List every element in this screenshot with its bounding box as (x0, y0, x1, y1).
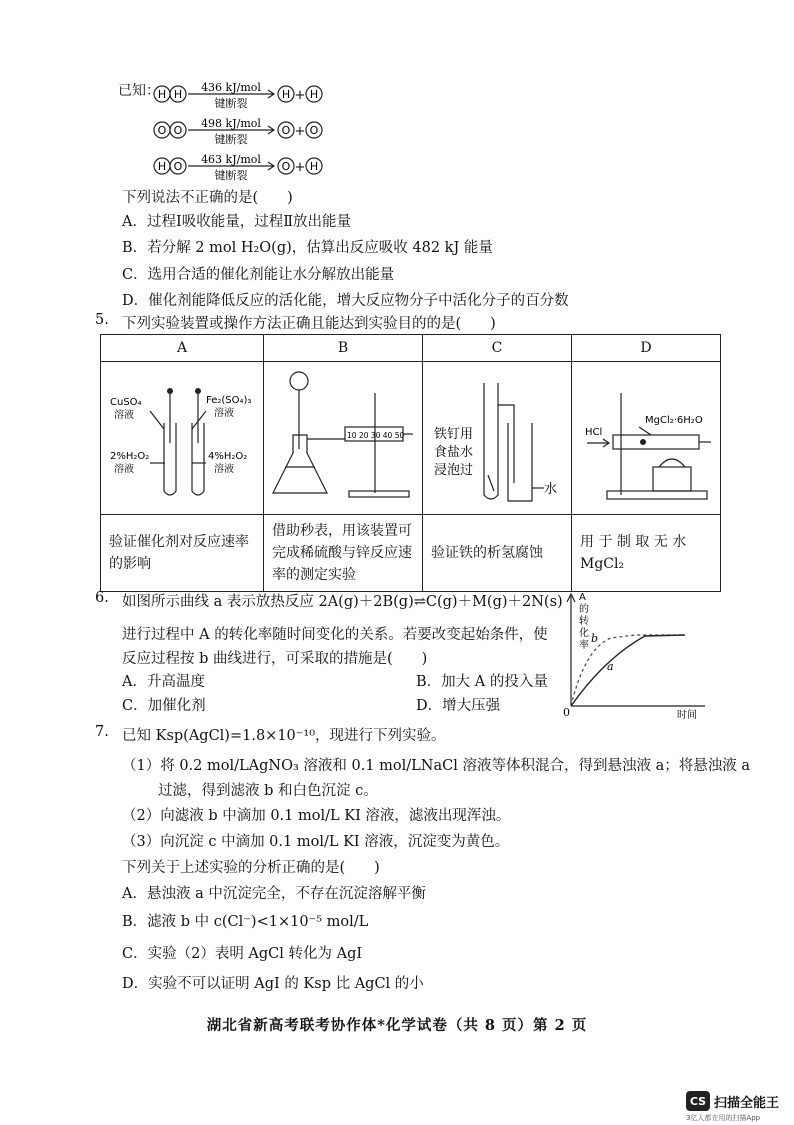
atom-label: H (157, 160, 167, 173)
q7-line-1: 已知 Ksp(AgCl)=1.8×10⁻¹⁰，现进行下列实验。 (122, 728, 446, 744)
apparatus-d (572, 362, 721, 515)
label-cuso4: CuSO₄ (110, 397, 142, 408)
bond-break-note: 键断裂 (214, 169, 248, 182)
q6-number: 6. (95, 590, 109, 606)
known-label: 已知： (118, 83, 160, 99)
label-mgcl2: MgCl₂·6H₂O (645, 415, 703, 426)
curve-b-label: b (591, 632, 599, 645)
q6-line-1: 如图所示曲线 a 表示放热反应 2A(g)＋2B(g)⇌C(g)＋M(g)＋2N(s) (122, 594, 563, 610)
dropper-icon (195, 388, 201, 394)
plus-sign: + (294, 124, 306, 139)
atom-label: O (173, 160, 183, 173)
chart-ylabel-char: 化 (579, 628, 589, 639)
q6-option-a: A．升高温度 (122, 674, 205, 690)
q7-stem: 下列关于上述实验的分析正确的是( ) (122, 860, 380, 876)
q5-desc-a: 验证催化剂对反应速率的影响 (101, 515, 264, 592)
chart-ylabel-char: A (579, 592, 586, 603)
badge-title: 扫描全能王 (714, 1095, 780, 1111)
atom-label: H (157, 88, 167, 101)
q5-table (100, 334, 721, 592)
bond-break-note: 键断裂 (214, 133, 248, 146)
atom-label: O (157, 124, 167, 137)
bond-energy-svg (118, 76, 478, 186)
chart-origin: 0 (563, 706, 570, 719)
chart-xlabel: 时间 (677, 710, 697, 720)
q7-option-c: C．实验（2）表明 AgCl 转化为 AgI (122, 946, 363, 962)
q5-desc-b: 借助秒表，用该装置可完成稀硫酸与锌反应速率的测定实验 (264, 515, 423, 592)
q7-option-b: B．滤液 b 中 c(Cl⁻)<1×10⁻⁵ mol/L (122, 914, 369, 930)
apparatus-c (423, 362, 572, 515)
atom-label: H (309, 160, 319, 173)
q5-header-b: B (264, 335, 423, 362)
bond-energy-value: 436 kJ/mol (201, 81, 261, 94)
q7-step-2: （2）向滤液 b 中滴加 0.1 mol/L KI 溶液，滤液出现浑浊。 (122, 808, 511, 824)
q4-option-c: C．选用合适的催化剂能让水分解放出能量 (122, 267, 395, 283)
label-cuso4-sol: 溶液 (114, 410, 134, 421)
label-h2o2-4: 4%H₂O₂ (208, 451, 248, 462)
q5-number: 5. (95, 312, 109, 328)
plus-sign: + (294, 160, 306, 175)
q5-desc-d: 用 于 制 取 无 水 MgCl₂ (572, 515, 721, 592)
sample-icon (640, 439, 646, 445)
camscanner-icon: CS (686, 1091, 710, 1111)
q6-option-c: C．加催化剂 (122, 698, 206, 714)
label-fe2so43-sol: 溶液 (214, 408, 234, 419)
atom-label: O (281, 124, 291, 137)
scanner-badge (686, 1091, 779, 1111)
q7-option-d: D．实验不可以证明 AgI 的 Ksp 比 AgCl 的小 (122, 976, 424, 992)
page-footer: 湖北省新高考联考协作体*化学试卷（共 8 页）第 2 页 (206, 1017, 588, 1034)
label-nail-2: 食盐水 (434, 445, 474, 460)
q4-option-a: A．过程Ⅰ吸收能量，过程Ⅱ放出能量 (122, 214, 352, 230)
atom-label: H (281, 88, 291, 101)
badge-subtitle: 3亿人都在用的扫描App (686, 1114, 761, 1122)
label-hcl: HCl (585, 427, 603, 438)
bond-energy-value: 498 kJ/mol (201, 117, 261, 130)
q7-step-3: （3）向沉淀 c 中滴加 0.1 mol/L KI 溶液，沉淀变为黄色。 (122, 834, 510, 850)
q6-option-b: B．加大 A 的投入量 (416, 674, 548, 690)
chart-ylabel-char: 率 (579, 640, 589, 651)
curve-a-label: a (607, 660, 614, 673)
atom-label: H (309, 88, 319, 101)
q7-step-1b: 过滤，得到滤液 b 和白色沉淀 c。 (158, 783, 378, 799)
label-nail-3: 浸泡过 (434, 463, 474, 478)
label-h2o2-4-sol: 溶液 (214, 464, 234, 475)
q4-stem: 下列说法不正确的是( ) (122, 190, 293, 206)
q6-chart (555, 588, 715, 720)
q5-header-d: D (572, 335, 721, 362)
tube-and-beaker (484, 383, 544, 501)
q7-step-1: （1）将 0.2 mol/LAgNO₃ 溶液和 0.1 mol/LNaCl 溶液等体积混合，得到悬浊液 a；将悬浊液 a (122, 758, 750, 774)
label-water: 水 (544, 482, 558, 497)
bond-energy-value: 463 kJ/mol (201, 153, 261, 166)
bond-energy-diagram (118, 76, 478, 186)
q5-stem: 下列实验装置或操作方法正确且能达到实验目的的是( ) (122, 316, 496, 332)
plus-sign: + (294, 88, 306, 103)
apparatus-a (101, 362, 264, 515)
atom-label: O (281, 160, 291, 173)
q5-desc-c: 验证铁的析氢腐蚀 (423, 515, 572, 592)
dropper-icon (167, 388, 173, 394)
q7-option-a: A．悬浊液 a 中沉淀完全，不存在沉淀溶解平衡 (122, 886, 426, 902)
syringe-scale: 10 20 30 40 50 (347, 431, 405, 440)
chart-ylabel-char: 的 (579, 604, 589, 615)
atom-label: H (173, 88, 183, 101)
test-tubes (150, 391, 206, 495)
bond-break-note: 键断裂 (214, 97, 248, 110)
q6-line-2: 进行过程中 A 的转化率随时间变化的关系。若要改变起始条件，使 (122, 627, 548, 643)
q6-line-3: 反应过程按 b 曲线进行，可采取的措施是( ) (122, 651, 428, 667)
q5-header-a: A (101, 335, 264, 362)
q5-header-c: C (423, 335, 572, 362)
chart-ylabel-char: 转 (579, 616, 589, 627)
label-fe2so43: Fe₂(SO₄)₃ (206, 395, 252, 406)
atom-label: O (173, 124, 183, 137)
heating-apparatus (587, 393, 711, 499)
label-nail-1: 铁钉用 (434, 427, 474, 442)
q7-number: 7. (95, 724, 109, 740)
apparatus-b (264, 362, 423, 515)
q4-option-b: B．若分解 2 mol H₂O(g)，估算出反应吸收 482 kJ 能量 (122, 240, 493, 256)
q6-option-d: D．增大压强 (416, 698, 501, 714)
atom-label: O (309, 124, 319, 137)
q4-option-d: D．催化剂能降低反应的活化能，增大反应物分子中活化分子的百分数 (122, 293, 569, 309)
label-h2o2-2-sol: 溶液 (114, 464, 134, 475)
conversion-chart-svg (555, 588, 715, 720)
label-h2o2-2: 2%H₂O₂ (110, 451, 150, 462)
